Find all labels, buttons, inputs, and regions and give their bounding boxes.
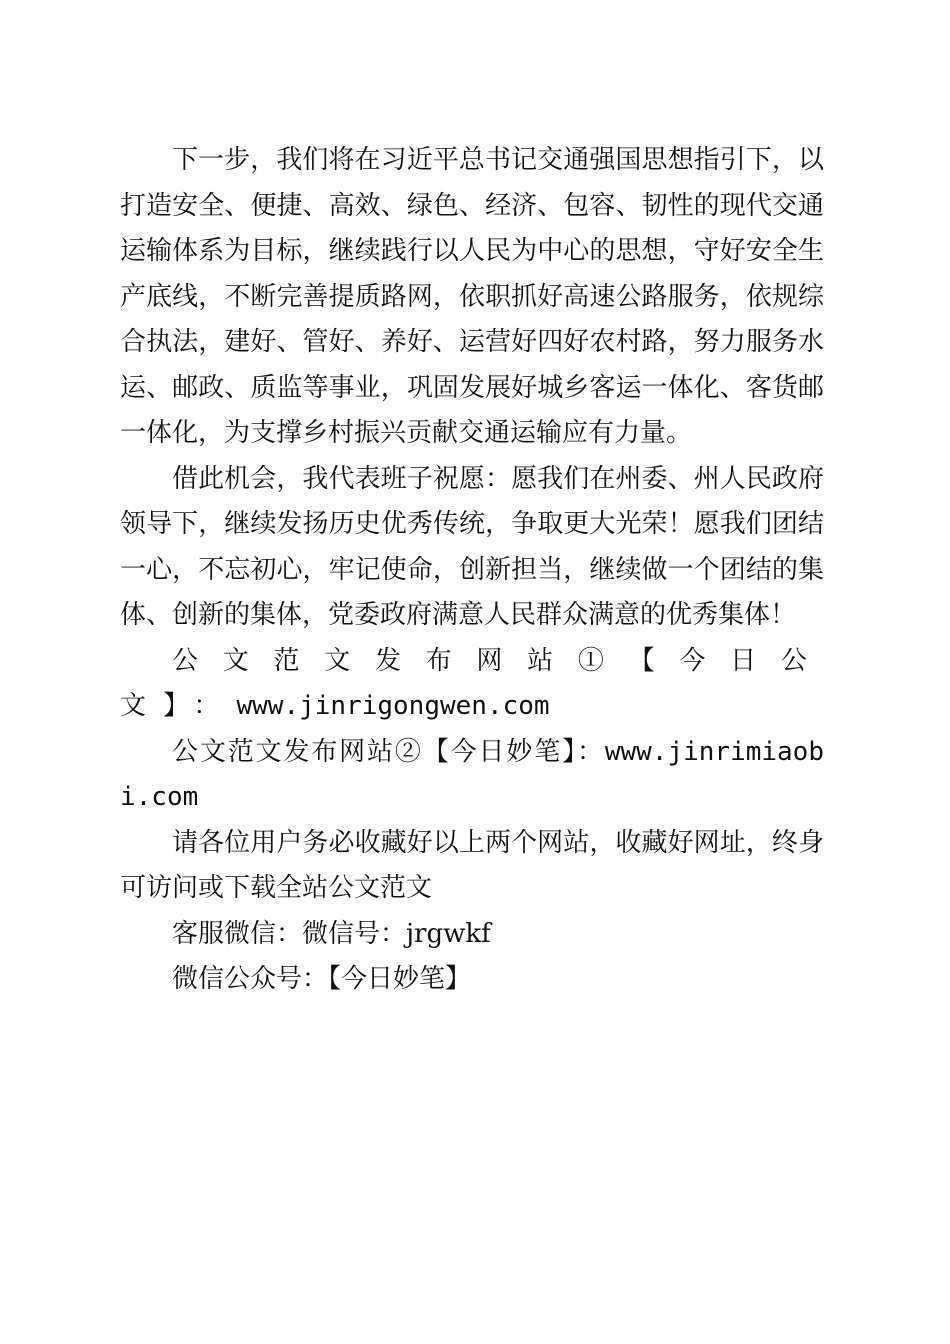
site-link-2 <box>120 730 824 821</box>
site-1-label: 公文范文发布网站①【今日公文】： <box>120 645 824 721</box>
paragraph-next-steps: 下一步，我们将在习近平总书记交通强国思想指引下，以打造安全、便捷、高效、绿色、经济、包容、韧性的现代交通运输体系为目标，继续践行以人民为中心的思想，守好安全生产底线，不断完善提质路网，依职抓好高速公路服务，依规综合执法，建好、管好、养好、运营好四好农村路，努力服务水运、邮政、质监等事业，巩固发展好城乡客运一体化、客货邮一体化，为支撑乡村振兴贡献交通运输应有力量。 <box>120 145 824 448</box>
paragraph-wishes: 借此机会，我代表班子祝愿：愿我们在州委、州人民政府领导下，继续发扬历史优秀传统，争取更大光荣！愿我们团结一心，不忘初心，牢记使命，创新担当，继续做一个团结的集体、创新的集体，党委政府满意人民群众满意的优秀集体！ <box>120 463 824 630</box>
wechat-service: 客服微信：微信号：jrgwkf <box>172 918 491 949</box>
site-link-1 <box>120 639 824 730</box>
site-2-label: 公文范文发布网站②【今日妙笔】： <box>172 736 605 767</box>
bookmark-reminder: 请各位用户务必收藏好以上两个网站，收藏好网址，终身可访问或下载全站公文范文 <box>120 827 824 903</box>
wechat-public-account: 微信公众号：【今日妙笔】 <box>172 964 472 994</box>
site-1-url: www.jinrigongwen.com <box>236 691 550 721</box>
document-body <box>120 138 824 1003</box>
site-2-url: www.jinrimiaobi.com <box>120 736 824 812</box>
